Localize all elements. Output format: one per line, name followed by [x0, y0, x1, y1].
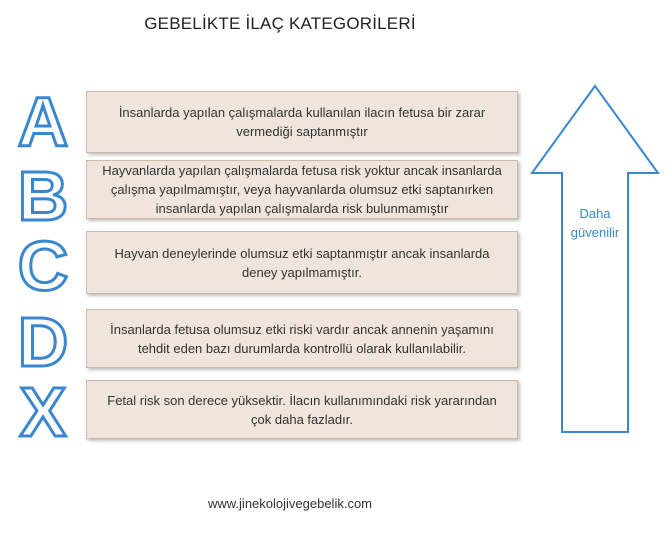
category-b-description: Hayvanlarda yapılan çalışmalarda fetusa risk yoktur ancak insanlarda çalışma yapılmamıştır, veya hayvanlarda olumsuz etki saptanırken insanlarda yapılan çalışmalarda risk bulunmamıştır	[86, 160, 518, 219]
page-title: GEBELİKTE İLAÇ KATEGORİLERİ	[144, 14, 416, 33]
letter-x	[8, 374, 78, 444]
category-x-description: Fetal risk son derece yüksektir. İlacın kullanımındaki risk yararından çok daha fazladır.	[86, 380, 518, 439]
svg-text:B: B	[17, 158, 69, 228]
svg-text:C: C	[17, 228, 69, 298]
arrow-label: Daha güvenilir	[570, 206, 620, 240]
letter-a	[8, 84, 78, 154]
letter-d	[8, 304, 78, 374]
svg-text:D: D	[17, 304, 69, 374]
up-arrow-icon	[530, 84, 660, 436]
letter-b	[8, 158, 78, 228]
svg-text:X: X	[19, 374, 67, 444]
category-d-description: İnsanlarda fetusa olumsuz etki riski vardır ancak annenin yaşamını tehdit eden bazı durumlarda kontrollü olarak kullanılabilir.	[86, 309, 518, 368]
category-c-description: Hayvan deneylerinde olumsuz etki saptanmıştır ancak insanlarda deney yapılmamıştır.	[86, 231, 518, 294]
svg-text:A: A	[17, 84, 69, 154]
footer-url: www.jinekolojivegebelik.com	[207, 496, 373, 511]
letter-c	[8, 228, 78, 298]
category-a-description: İnsanlarda yapılan çalışmalarda kullanılan ilacın fetusa bir zarar vermediği saptanmıştır	[86, 91, 518, 153]
